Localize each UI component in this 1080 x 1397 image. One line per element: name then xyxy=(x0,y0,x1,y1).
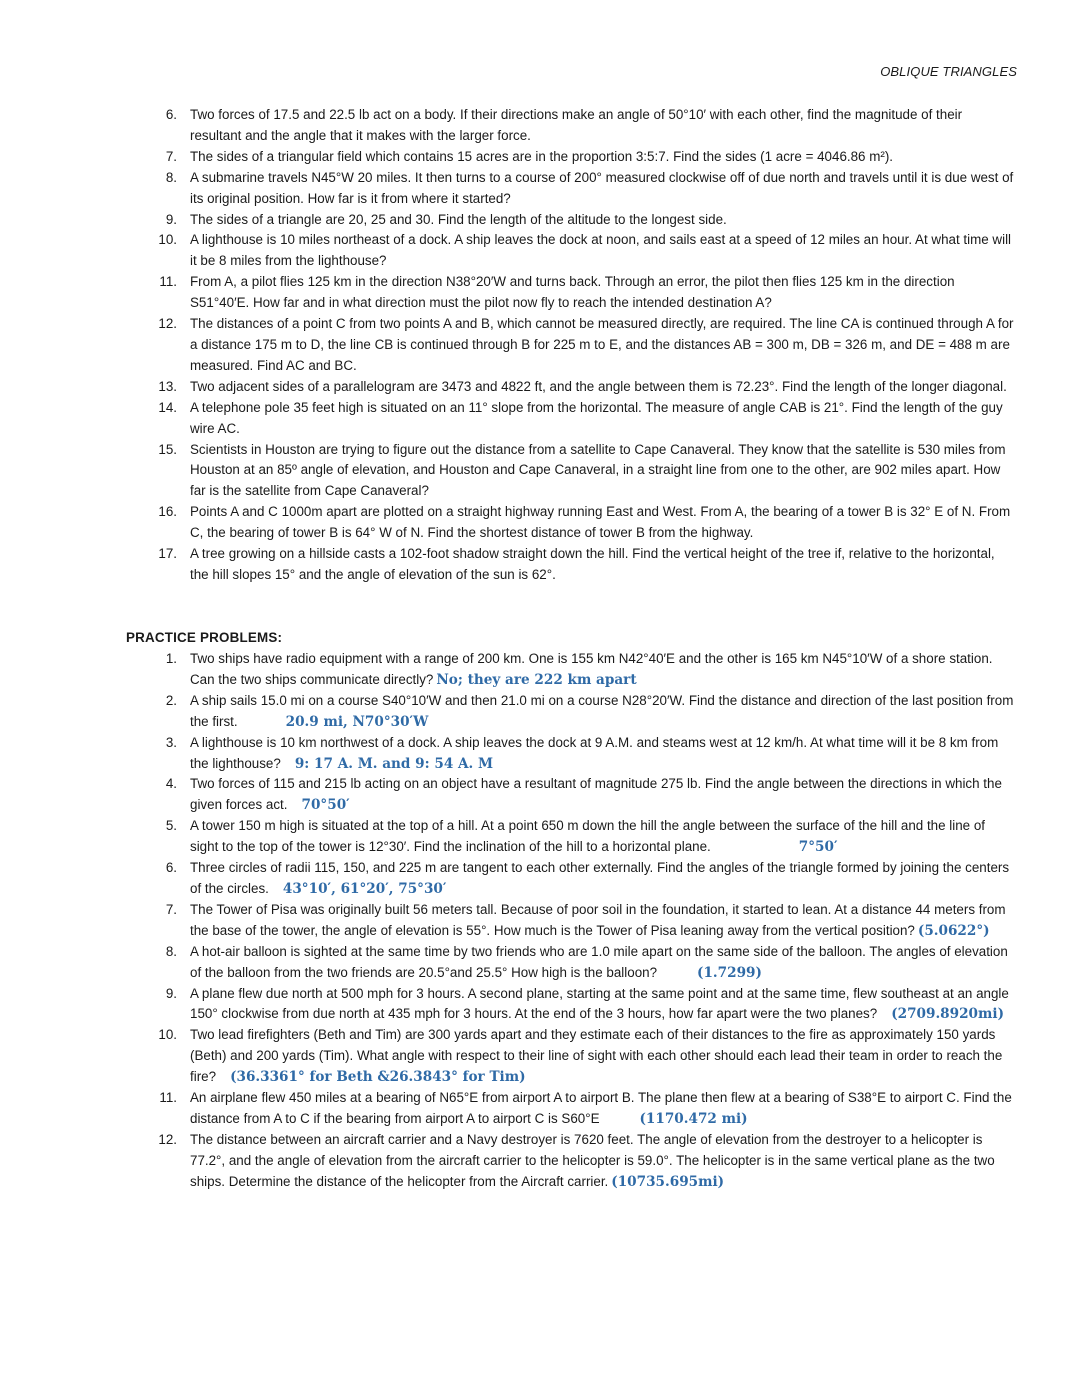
exercise-text: A lighthouse is 10 miles northeast of a dock. A ship leaves the dock at noon, and sails east at a speed of 12 miles an hour. At what time will it be 8 miles from the lighthouse? xyxy=(190,232,1012,269)
practice-number: 11. xyxy=(159,1090,177,1106)
exercise-item xyxy=(126,210,1016,231)
practice-item xyxy=(126,1130,1016,1193)
practice-item xyxy=(126,1088,1016,1130)
practice-text: A ship sails 15.0 mi on a course S40°10′W and then 21.0 mi on a course N28°20′W. Find the distance and direction of the last position from the first. xyxy=(190,692,1014,729)
practice-number: 2. xyxy=(165,692,177,708)
practice-text: A lighthouse is 10 km northwest of a dock. A ship leaves the dock at 9 A.M. and steams west at 12 km/h. At what time will it be 8 km from the lighthouse? xyxy=(190,734,999,771)
exercise-number: 17. xyxy=(158,546,177,562)
practice-text: Two forces of 115 and 215 lb acting on an object have a resultant of magnitude 275 lb. Find the angle between the directions in which the given forces act. xyxy=(190,776,1002,813)
practice-number: 12. xyxy=(158,1131,177,1147)
practice-text: The Tower of Pisa was originally built 56 meters tall. Because of poor soil in the foundation, it started to lean. At a distance 44 meters from the base of the tower, the angle of elevation is 55°. How much is the Tower of Pisa leaning away from the vertical position? xyxy=(190,901,1006,938)
exercise-text: From A, a pilot flies 125 km in the direction N38°20′W and turns back. Through an error, the pilot then flies 125 km in the direction S51°40′E. How far and in what direction must the pilot now fly to reach the intended destination A? xyxy=(190,274,955,311)
practice-number: 7. xyxy=(165,901,177,917)
practice-item xyxy=(126,733,1016,775)
exercise-number: 12. xyxy=(158,316,177,332)
practice-problems-heading: PRACTICE PROBLEMS: xyxy=(126,630,283,645)
exercise-number: 8. xyxy=(165,169,177,185)
practice-answer: No; they are 222 km apart xyxy=(436,671,637,688)
practice-text: A tower 150 m high is situated at the top of a hill. At a point 650 m down the hill the angle between the surface of the hill and the line of sight to the top of the tower is 12°30′. Find the inclination of the hill to a horizontal plane. xyxy=(190,818,986,855)
practice-number: 9. xyxy=(165,985,177,1001)
exercise-number: 7. xyxy=(165,148,177,164)
exercise-item xyxy=(126,502,1016,544)
practice-number: 5. xyxy=(165,818,177,834)
practice-item xyxy=(126,900,1016,942)
practice-item xyxy=(126,774,1016,816)
exercise-text: The sides of a triangle are 20, 25 and 30. Find the length of the altitude to the longest side. xyxy=(190,211,727,227)
exercise-text: Two forces of 17.5 and 22.5 lb act on a body. If their directions make an angle of 50°10′ with each other, find the magnitude of their resultant and the angle that it makes with the larger force. xyxy=(190,107,963,143)
exercise-item xyxy=(126,377,1016,398)
practice-answer: (36.3361° for Beth &26.3843° for Tim) xyxy=(230,1069,526,1086)
exercise-item xyxy=(126,440,1016,503)
practice-item xyxy=(126,1025,1016,1088)
practice-text: A hot-air balloon is sighted at the same time by two friends who are 1.0 mile apart on the same side of the balloon. The angles of elevation of the balloon from the two friends are 20.5°and 25.5° How high is the balloon? xyxy=(190,943,1008,980)
exercise-item xyxy=(126,230,1016,272)
practice-text: The distance between an aircraft carrier and a Navy destroyer is 7620 feet. The angle of elevation from the destroyer to a helicopter is 77.2°, and the angle of elevation from the aircraft carrier to the helicopter is 59.0°. The helicopter is in the same vertical plane as the two ships. Determine the distance of the helicopter from the Aircraft carrier. xyxy=(190,1131,995,1189)
practice-number: 8. xyxy=(165,943,177,959)
exercise-number: 11. xyxy=(159,274,177,290)
exercise-text: Two adjacent sides of a parallelogram are 3473 and 4822 ft, and the angle between them is 72.23°. Find the length of the longer diagonal. xyxy=(190,378,1007,394)
practice-list xyxy=(126,649,1016,1193)
exercise-item xyxy=(126,147,1016,168)
exercise-item xyxy=(126,398,1016,440)
exercise-text: A telephone pole 35 feet high is situated on an 11° slope from the horizontal. The measure of angle CAB is 21°. Find the length of the guy wire AC. xyxy=(190,399,1003,436)
practice-number: 3. xyxy=(165,734,177,750)
practice-item xyxy=(126,691,1016,733)
practice-item xyxy=(126,816,1016,858)
exercise-number: 14. xyxy=(158,399,177,415)
exercise-item xyxy=(126,314,1016,377)
exercise-text: The sides of a triangular field which contains 15 acres are in the proportion 3:5:7. Find the sides (1 acre = 4046.86 m²). xyxy=(190,148,894,164)
exercise-item xyxy=(126,272,1016,314)
exercise-number: 13. xyxy=(158,378,177,394)
practice-answer: 43°10′, 61°20′, 75°30′ xyxy=(282,880,447,897)
exercise-text: A submarine travels N45°W 20 miles. It then turns to a course of 200° measured clockwise off of due north and travels until it is due west of its original position. How far is it from where it started? xyxy=(190,169,1014,206)
practice-text: Two ships have radio equipment with a range of 200 km. One is 155 km N42°40′E and the other is 165 km N45°10′W of a shore station. Can the two ships communicate directly? xyxy=(190,651,993,687)
practice-number: 1. xyxy=(165,651,177,666)
practice-answer: (2709.8920mi) xyxy=(891,1006,1004,1023)
practice-text: An airplane flew 450 miles at a bearing of N65°E from airport A to airport B. The plane then flew at a bearing of S38°E to airport C. Find the distance from A to C if the bearing from airport A to airport C is S60°E xyxy=(190,1090,1012,1126)
exercise-list xyxy=(126,105,1016,586)
practice-answer: 70°50′ xyxy=(301,797,350,814)
exercise-number: 16. xyxy=(158,504,177,520)
practice-item xyxy=(126,984,1016,1026)
page-header-title: OBLIQUE TRIANGLES xyxy=(880,64,1017,79)
practice-answer: 9: 17 A. M. and 9: 54 A. M xyxy=(294,755,494,772)
exercise-number: 10. xyxy=(158,232,177,248)
exercise-text: The distances of a point C from two points A and B, which cannot be measured directly, are required. The line CA is continued through A for a distance 175 m to D, the line CB is continued through B for 225 m to E, and the distances AB = 300 m, DB = 326 m, and DE = 488 m are measured. Find AC and BC. xyxy=(190,316,1014,373)
practice-number: 4. xyxy=(165,776,177,792)
exercise-item xyxy=(126,105,1016,147)
practice-text: Two lead firefighters (Beth and Tim) are 300 yards apart and they estimate each of their distances to the fire as approximately 150 yards (Beth) and 200 yards (Tim). What angle with respect to their line of sight with each other should each lead their team in order to reach the fire? xyxy=(190,1027,1003,1085)
practice-number: 10. xyxy=(158,1027,177,1043)
exercise-text: Scientists in Houston are trying to figure out the distance from a satellite to Cape Canaveral. They know that the satellite is 530 miles from Houston at an 85º angle of elevation, and Houston and Cape Canaveral, in a straight line from one to the other, are 902 miles apart. How far is the satellite from Cape Canaveral? xyxy=(190,441,1006,499)
practice-answer: (1170.472 mi) xyxy=(639,1110,748,1127)
exercise-text: A tree growing on a hillside casts a 102-foot shadow straight down the hill. Find the vertical height of the tree if, relative to the horizontal, the hill slopes 15° and the angle of elevation of the sun is 62°. xyxy=(190,546,995,582)
practice-item xyxy=(126,942,1016,984)
practice-item xyxy=(126,649,1016,691)
practice-text: A plane flew due north at 500 mph for 3 hours. A second plane, starting at the same point and at the same time, flew southeast at an angle 150° clockwise from due north at 435 mph for 3 hours. At the end of the 3 hours, how far apart were the two planes? xyxy=(190,985,1009,1022)
practice-number: 6. xyxy=(165,860,177,876)
practice-text: Three circles of radii 115, 150, and 225 m are tangent to each other externally. Find the angles of the triangle formed by joining the centers of the circles. xyxy=(190,860,1010,896)
exercise-text: Points A and C 1000m apart are plotted on a straight highway running East and West. From A, the bearing of a tower B is 32° E of N. From C, the bearing of tower B is 64° W of N. Find the shortest distance of tower B from the highway. xyxy=(190,504,1011,541)
exercise-number: 15. xyxy=(158,441,177,457)
practice-answer: 20.9 mi, N70°30′W xyxy=(285,713,429,730)
exercise-item xyxy=(126,544,1016,586)
practice-answer: 7°50′ xyxy=(798,839,838,856)
exercise-number: 9. xyxy=(165,211,177,227)
exercise-item xyxy=(126,168,1016,210)
practice-item xyxy=(126,858,1016,900)
practice-answer: (10735.695mi) xyxy=(611,1173,725,1190)
exercise-number: 6. xyxy=(165,107,177,122)
practice-answer: (5.0622°) xyxy=(917,922,990,939)
practice-answer: (1.7299) xyxy=(697,964,762,981)
